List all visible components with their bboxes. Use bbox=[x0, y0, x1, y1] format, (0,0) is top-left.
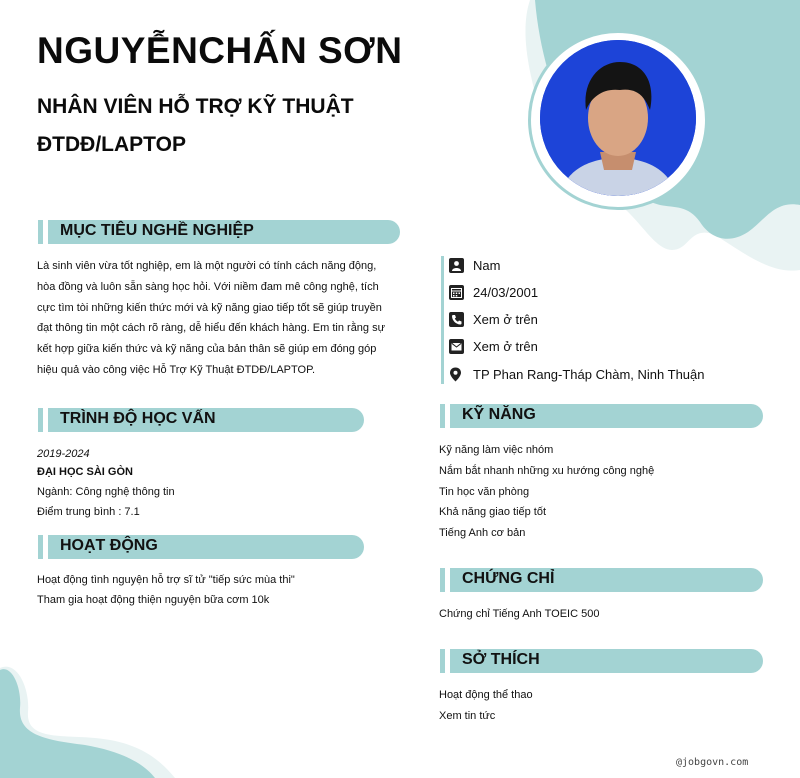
calendar-icon bbox=[449, 285, 464, 300]
objective-line: kết hợp giữa kiến thức và kỹ năng của bản thân sẽ giúp em đóng góp bbox=[37, 343, 377, 356]
skills-heading-title: KỸ NĂNG bbox=[462, 406, 536, 423]
education-major: Ngành: Công nghệ thông tin bbox=[37, 486, 175, 498]
hobbies-heading bbox=[440, 649, 763, 673]
activity-item: Hoạt động tình nguyện hỗ trợ sĩ tử "tiếp sức mùa thi" bbox=[37, 574, 295, 586]
education-heading bbox=[38, 408, 364, 432]
objective-line: đạt thông tin một cách rõ ràng, dễ hiểu đến khách hàng. Em tin rằng sự bbox=[37, 322, 385, 335]
certificate-item: Chứng chỉ Tiếng Anh TOEIC 500 bbox=[439, 608, 600, 620]
phone-icon bbox=[449, 312, 464, 327]
objective-line: hiệu quả vào công việc Hỗ Trợ Kỹ Thuật ĐTDĐ/LAPTOP. bbox=[37, 363, 316, 376]
job-title bbox=[37, 88, 457, 164]
hobbies-heading-title: SỞ THÍCH bbox=[462, 651, 540, 668]
certificates-heading-title: CHỨNG CHỈ bbox=[462, 570, 555, 587]
person-icon bbox=[449, 258, 464, 273]
objective-line: Là sinh viên vừa tốt nghiệp, em là một người có tính cách năng động, bbox=[37, 260, 377, 272]
contact-email-text: Xem ở trên bbox=[473, 339, 538, 354]
skill-item: Khả năng giao tiếp tốt bbox=[439, 506, 547, 518]
skill-item: Tin học văn phòng bbox=[439, 486, 530, 498]
contact-phone-text: Xem ở trên bbox=[473, 312, 538, 327]
skill-item: Kỹ năng làm việc nhóm bbox=[439, 444, 554, 456]
education-heading-title: TRÌNH ĐỘ HỌC VẤN bbox=[60, 410, 216, 427]
education-period: 2019-2024 bbox=[37, 448, 90, 460]
watermark: @jobgovn.com bbox=[676, 757, 749, 768]
contact-address-text: TP Phan Rang-Tháp Chàm, Ninh Thuận bbox=[473, 367, 705, 382]
activities-heading bbox=[38, 535, 364, 559]
objective-heading-title: MỤC TIÊU NGHỀ NGHIỆP bbox=[60, 222, 254, 239]
education-school: ĐẠI HỌC SÀI GÒN bbox=[37, 466, 133, 478]
activities-heading-title: HOẠT ĐỘNG bbox=[60, 537, 158, 554]
contact-gender-text: Nam bbox=[473, 258, 501, 273]
objective-line: hòa đồng và luôn sẵn sàng học hỏi. Với niềm đam mê công nghệ, tích bbox=[37, 280, 379, 293]
contact-accent-bar bbox=[441, 256, 444, 384]
objective-line: cực tìm tòi những kiến thức mới và kỹ năng giao tiếp tốt sẽ giúp truyền bbox=[37, 301, 382, 314]
mail-icon bbox=[449, 339, 464, 354]
job-title-line1: NHÂN VIÊN HỖ TRỢ KỸ THUẬT bbox=[37, 95, 354, 118]
location-pin-icon bbox=[449, 367, 464, 382]
candidate-name: NGUYỄNCHẤN SƠN bbox=[37, 30, 403, 71]
skill-item: Nắm bắt nhanh những xu hướng công nghệ bbox=[439, 465, 655, 477]
objective-heading bbox=[38, 220, 400, 244]
skills-heading bbox=[440, 404, 763, 428]
education-gpa: Điểm trung bình : 7.1 bbox=[37, 506, 140, 518]
contact-birthday-text: 24/03/2001 bbox=[473, 285, 539, 300]
objective-text bbox=[37, 256, 397, 381]
job-title-line2: ĐTDĐ/LAPTOP bbox=[37, 133, 186, 156]
hobby-item: Xem tin tức bbox=[439, 710, 496, 722]
skill-item: Tiếng Anh cơ bản bbox=[439, 527, 526, 539]
hobby-item: Hoạt động thể thao bbox=[439, 689, 533, 701]
activity-item: Tham gia hoạt động thiện nguyện bữa cơm 10k bbox=[37, 594, 270, 606]
certificates-heading bbox=[440, 568, 763, 592]
profile-photo bbox=[540, 40, 696, 196]
